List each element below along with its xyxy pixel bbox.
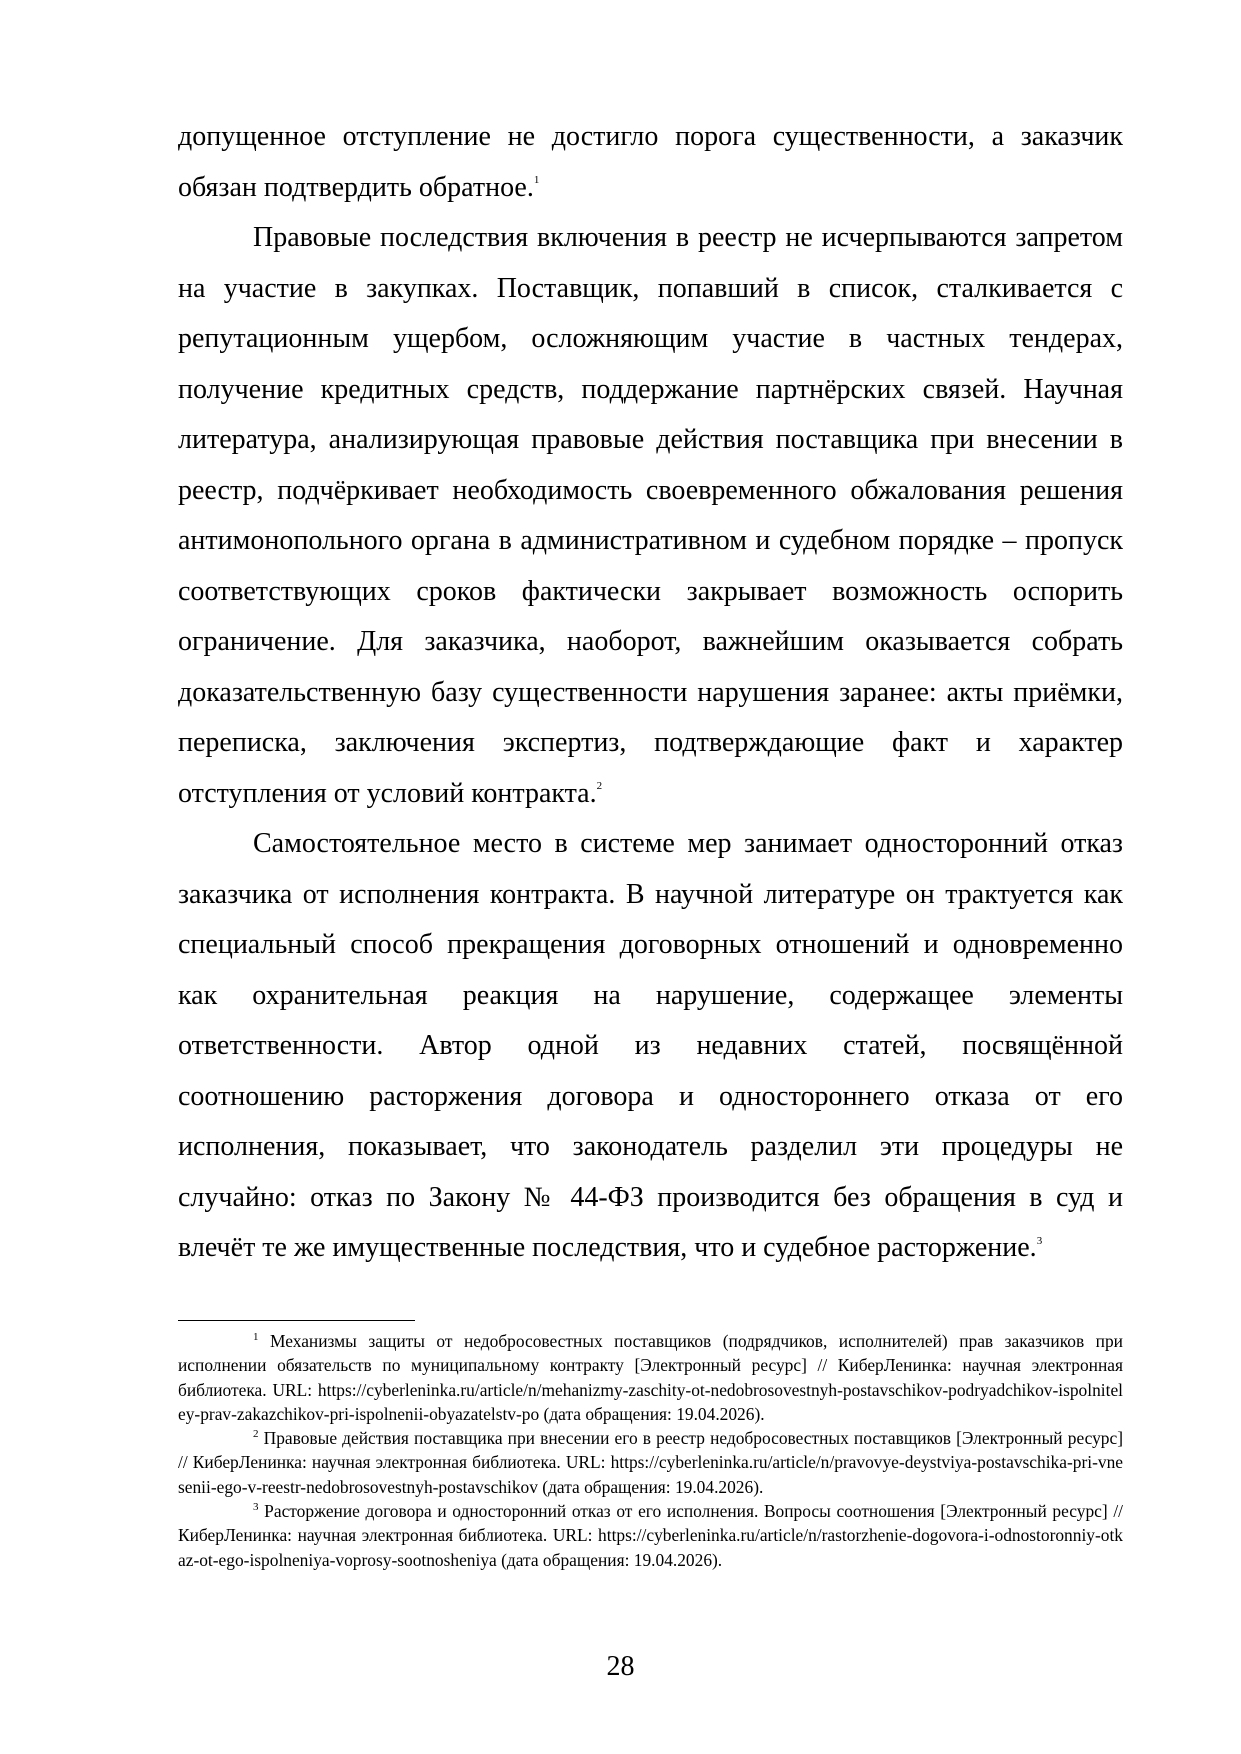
footnote-ref-3[interactable]: 3 xyxy=(1036,1234,1043,1247)
footnote-3-link[interactable]: https://cyberleninka.ru/article/n/rastorzhenie-dogovora-i-odnostoronniy-otkaz-ot-ego-ispolneniya-voprosy-sootnosheniya xyxy=(178,1525,1123,1570)
footnote-2-access-date: (дата обращения: 19.04.2026). xyxy=(542,1476,764,1497)
footnote-2-text: Правовые действия поставщика при внесении его в реестр недобросовестных поставщиков [Электронный ресурс] // КиберЛенинка: научная электронная библиотека. URL: xyxy=(178,1428,1123,1473)
footnote-2 xyxy=(178,1426,1123,1499)
footnote-1 xyxy=(178,1329,1123,1426)
paragraph-3 xyxy=(178,819,1123,1274)
paragraph-2-text: Правовые последствия включения в реестр не исчерпываются запретом на участие в закупках. Поставщик, попавший в список, сталкивается с репутационным ущербом, осложняющим участие в частных тендерах, получение кредитных средств, поддержание партнёрских связей. Научная литература, анализирующая правовые действия поставщика при внесении в реестр, подчёркивает необходимость своевременного обжалования решения антимонопольного органа в административном и судебном порядке – пропуск соответствующих сроков фактически закрывает возможность оспорить ограничение. Для заказчика, наоборот, важнейшим оказывается собрать доказательственную базу существенности нарушения заранее: акты приёмки, переписка, заключения экспертиз, подтверждающие факт и характер отступления от условий контракта. xyxy=(178,222,1123,809)
footnote-3-text: Расторжение договора и односторонний отказ от его исполнения. Вопросы соотношения [Электронный ресурс] // КиберЛенинка: научная электронная библиотека. URL: xyxy=(178,1501,1123,1546)
footnote-mark-3: 3 xyxy=(253,1501,259,1514)
footnote-mark-1: 1 xyxy=(253,1331,259,1344)
footnote-1-link[interactable]: https://cyberleninka.ru/article/n/mehanizmy-zaschity-ot-nedobrosovestnyh-postavschikov-podryadchikov-ispolniteley-prav-zakazchikov-pri-ispolnenii-obyazatelstv-po xyxy=(178,1379,1123,1424)
footnote-separator xyxy=(178,1320,415,1321)
footnote-ref-1[interactable]: 1 xyxy=(533,174,540,187)
footnote-ref-2[interactable]: 2 xyxy=(596,780,603,793)
footnote-mark-2: 2 xyxy=(253,1428,259,1441)
paragraph-1 xyxy=(178,112,1123,213)
page-number: 28 xyxy=(606,1651,635,1682)
main-text xyxy=(178,112,1123,1274)
footnotes xyxy=(178,1329,1123,1572)
footnote-3 xyxy=(178,1499,1123,1572)
footnote-3-access-date: (дата обращения: 19.04.2026). xyxy=(501,1549,723,1570)
paragraph-3-text: Самостоятельное место в системе мер занимает односторонний отказ заказчика от исполнения контракта. В научной литературе он трактуется как специальный способ прекращения договорных отношений и одновременно как охранительная реакция на нарушение, содержащее элементы ответственности. Автор одной из недавних статей, посвящённой соотношению расторжения договора и одностороннего отказа от его исполнения, показывает, что законодатель разделил эти процедуры не случайно: отказ по Закону № 44-ФЗ производится без обращения в суд и влечёт те же имущественные последствия, что и судебное расторжение. xyxy=(178,828,1123,1263)
paragraph-1-text: допущенное отступление не достигло порога существенности, а заказчик обязан подтвердить обратное. xyxy=(178,121,1123,203)
footnote-1-text: Механизмы защиты от недобросовестных поставщиков (подрядчиков, исполнителей) прав заказчиков при исполнении обязательств по муниципальному контракту [Электронный ресурс] // КиберЛенинка: научная электронная библиотека. URL: xyxy=(178,1331,1123,1400)
footnote-1-access-date: (дата обращения: 19.04.2026). xyxy=(543,1403,765,1424)
paragraph-2 xyxy=(178,213,1123,819)
footnote-2-link[interactable]: https://cyberleninka.ru/article/n/pravovye-deystviya-postavschika-pri-vnesenii-ego-v-reestr-nedobrosovestnyh-postavschikov xyxy=(178,1452,1123,1497)
